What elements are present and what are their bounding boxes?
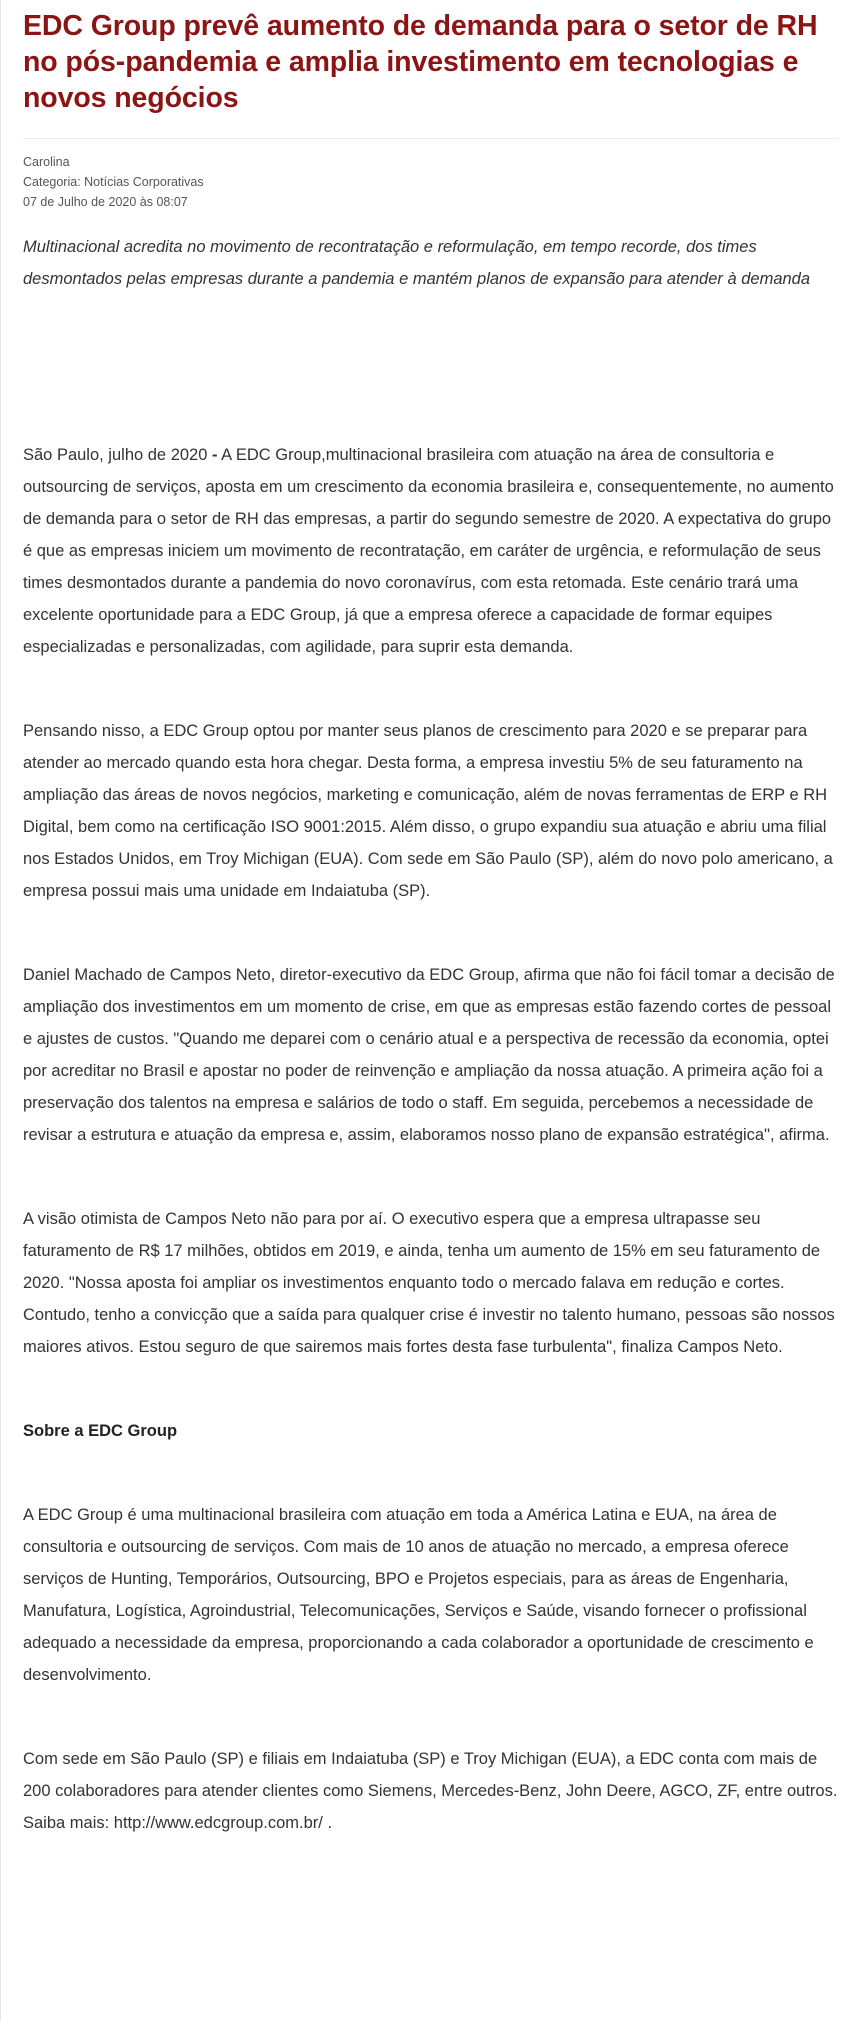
article-title: EDC Group prevê aumento de demanda para o setor de RH no pós-pandemia e amplia investimento em tecnologias e novos negócios [23, 10, 818, 114]
paragraph-1 [23, 439, 838, 663]
article-meta [23, 152, 838, 212]
paragraph-6 [23, 1743, 838, 1839]
paragraph-3: Daniel Machado de Campos Neto, diretor-executivo da EDC Group, afirma que não foi fácil tomar a decisão de ampliação dos investimentos em um momento de crise, em que as empresas estão fazendo cortes de pessoal e ajustes de custos. "Quando me deparei com o cenário atual e a perspectiva de recessão da economia, optei por acreditar no Brasil e apostar no poder de reinvenção e ampliação da nossa atuação. A primeira ação foi a preservação dos talentos na empresa e salários de todo o staff. Em seguida, percebemos a necessidade de revisar a estrutura e atuação da empresa e, assim, elaboramos nosso plano de expansão estratégica", afirma. [23, 966, 835, 1144]
category: Categoria: Notícias Corporativas [23, 175, 204, 189]
article-summary: Multinacional acredita no movimento de recontratação e reformulação, em tempo recorde, dos times desmontados pelas empresas durante a pandemia e mantém planos de expansão para atender à demanda [23, 238, 811, 288]
paragraph-4: A visão otimista de Campos Neto não para por aí. O executivo espera que a empresa ultrapasse seu faturamento de R$ 17 milhões, obtidos em 2019, e ainda, tenha um aumento de 15% em seu faturamento de 2020. "Nossa aposta foi ampliar os investimentos enquanto todo o mercado falava em redução e cortes. Contudo, tenho a convicção que a saída para qualquer crise é investir no talento humano, pessoas são nossos maiores ativos. Estou seguro de que sairemos mais fortes desta fase turbulenta", finaliza Campos Neto. [23, 1210, 835, 1356]
paragraph-1-rest: A EDC Group,multinacional brasileira com atuação na área de consultoria e outsourcing de serviços, aposta em um crescimento da economia brasileira e, consequentemente, no aumento de demanda para o setor de RH das empresas, a partir do segundo semestre de 2020. A expectativa do grupo é que as empresas iniciem um movimento de recontratação, em caráter de urgência, e reformulação de seus times desmontados durante a pandemia do novo coronavírus, com esta retomada. Este cenário trará uma excelente oportunidade para a EDC Group, já que a empresa oferece a capacidade de formar equipes especializadas e personalizadas, com agilidade, para suprir esta demanda. [23, 446, 834, 656]
paragraph-6-end: . [322, 1814, 333, 1832]
publish-date: 07 de Julho de 2020 às 08:07 [23, 195, 188, 209]
paragraph-1-lead: São Paulo, julho de 2020 [23, 446, 212, 464]
paragraph-6-text: Com sede em São Paulo (SP) e filiais em Indaiatuba (SP) e Troy Michigan (EUA), a EDC conta com mais de 200 colaboradores para atender clientes como Siemens, Mercedes-Benz, John Deere, AGCO, ZF, entre outros. Saiba mais: [23, 1750, 838, 1832]
paragraph-1-dash: - [212, 446, 218, 464]
paragraph-5: A EDC Group é uma multinacional brasileira com atuação em toda a América Latina e EUA, na área de consultoria e outsourcing de serviços. Com mais de 10 anos de atuação no mercado, a empresa oferece serviços de Hunting, Temporários, Outsourcing, BPO e Projetos especiais, para as áreas de Engenharia, Manufatura, Logística, Agroindustrial, Telecomunicações, Serviços e Saúde, visando fornecer o profissional adequado a necessidade da empresa, proporcionando a cada colaborador a oportunidade de crescimento e desenvolvimento. [23, 1506, 814, 1684]
paragraph-2: Pensando nisso, a EDC Group optou por manter seus planos de crescimento para 2020 e se preparar para atender ao mercado quando esta hora chegar. Desta forma, a empresa investiu 5% de seu faturamento na ampliação das áreas de novos negócios, marketing e comunicação, além de novas ferramentas de ERP e RH Digital, bem como na certificação ISO 9001:2015. Além disso, o grupo expandiu sua atuação e abriu uma filial nos Estados Unidos, em Troy Michigan (EUA). Com sede em São Paulo (SP), além do novo polo americano, a empresa possui mais uma unidade em Indaiatuba (SP). [23, 722, 833, 900]
edcgroup-link[interactable]: http://www.edcgroup.com.br/ [113, 1814, 323, 1832]
author: Carolina [23, 155, 70, 169]
title-divider [23, 138, 838, 139]
about-heading: Sobre a EDC Group [23, 1422, 178, 1440]
